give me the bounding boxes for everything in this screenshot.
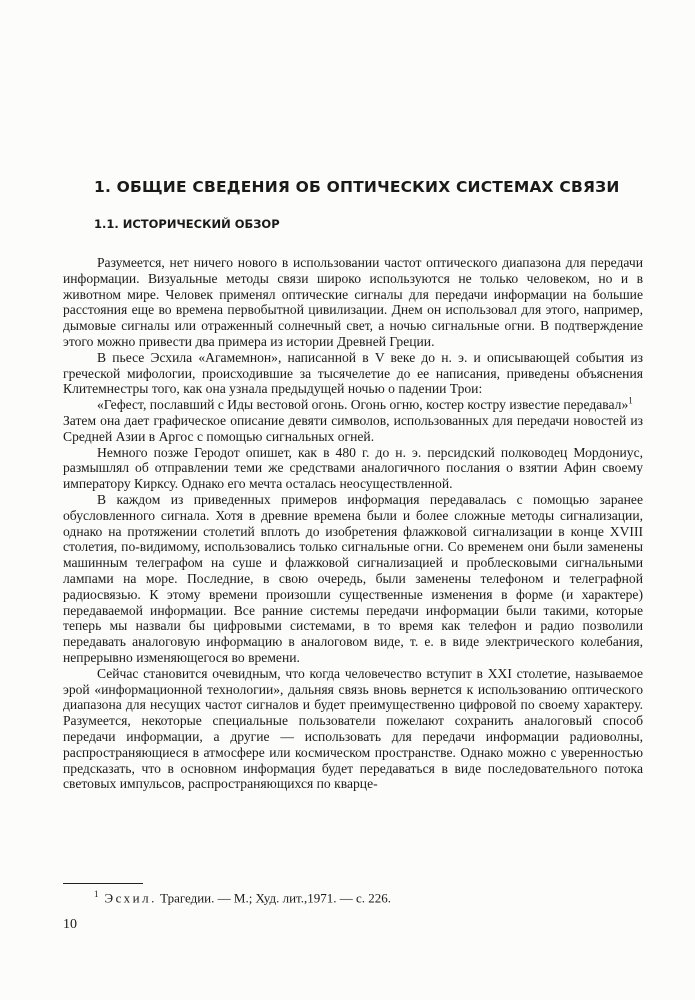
chapter-title: 1. ОБЩИЕ СВЕДЕНИЯ ОБ ОПТИЧЕСКИХ СИСТЕМАХ СВЯЗИ [94,178,620,196]
paragraph: Разумеется, нет ничего нового в использовании частот оптического диапазона для передачи информации. Визуальные методы связи широко используются не только человеком, но и в животном мире. Человек применял оптические сигналы для передачи информации на большие расстояния еще во времена первобытной цивилизации. Днем он использовал для этого, например, дымовые сигналы или отраженный солнечный свет, а ночью сигнальные огни. В подтверждение этого можно привести два примера из истории Древней Греции. [63,255,643,349]
body-text [63,255,643,792]
footnote-divider [63,883,143,884]
section-title: 1.1. ИСТОРИЧЕСКИЙ ОБЗОР [94,217,280,231]
paragraph: Затем она дает графическое описание девяти символов, использованных для передачи новостей из Средней Азии в Аргос с помощью сигнальных огней. [63,412,643,444]
footnote-author: Эсхил. [104,890,157,906]
quotation [63,397,643,413]
footnote [94,889,614,906]
page-number: 10 [63,917,77,932]
footnote-reference[interactable]: 1 [628,395,633,406]
paragraph: Сейчас становится очевидным, что когда человечество вступит в XXI столетие, называемое эрой «информационной технологии», дальняя связь вновь вернется к использованию оптического диапазона для несущих частот сигналов и будет преимущественно цифровой по своему характеру. Разумеется, некоторые специальные пользователи пожелают сохранить аналоговый способ передачи информации, а другие — использовать для передачи информации радиоволны, распространяющиеся в атмосфере или космическом пространстве. Однако можно с уверенностью предсказать, что в основном информация будет передаваться в виде последовательного потока световых импульсов, распространяющихся по кварце- [63,665,643,792]
quotation-text: «Гефест, пославший с Иды вестовой огонь. Огонь огню, костер костру известие передавал» [97,397,629,413]
footnote-text: Трагедии. — М.; Худ. лит.,1971. — с. 226. [160,890,392,906]
paragraph: В пьесе Эсхила «Агамемнон», написанной в V веке до н. э. и описывающей события из греческой мифологии, происходившие за тысячелетие до ее написания, приведены объяснения Клитемнестры того, как она узнала предыдущей ночью о падении Трои: [63,349,643,397]
footnote-number: 1 [94,889,99,899]
paragraph: В каждом из приведенных примеров информация передавалась с помощью заранее обусловленного сигнала. Хотя в древние времена были и более сложные методы сигнализации, однако на протяжении столетий вплоть до изобретения флажковой сигнализации в конце XVIII столетия, по-видимому, использовались только сигнальные огни. Со временем они были заменены машинным телеграфом на суше и флажковой сигнализацией и проблесковыми сигнальными лампами на море. Последние, в свою очередь, были заменены телефоном и телеграфной радиосвязью. К этому времени произошли существенные изменения в форме (и характере) передаваемой информации. Все ранние системы передачи информации были такими, которые теперь мы назвали бы цифровыми системами, в то время как телефон и радио позволили передавать аналоговую информацию в аналоговом виде, т. е. в виде электрического колебания, непрерывно изменяющегося во времени. [63,491,643,665]
paragraph: Немного позже Геродот опишет, как в 480 г. до н. э. персидский полководец Мордониус, размышлял об отправлении теми же средствами аналогичного послания о взятии Афин своему императору Кирксу. Однако его мечта осталась неосуществленной. [63,444,643,492]
